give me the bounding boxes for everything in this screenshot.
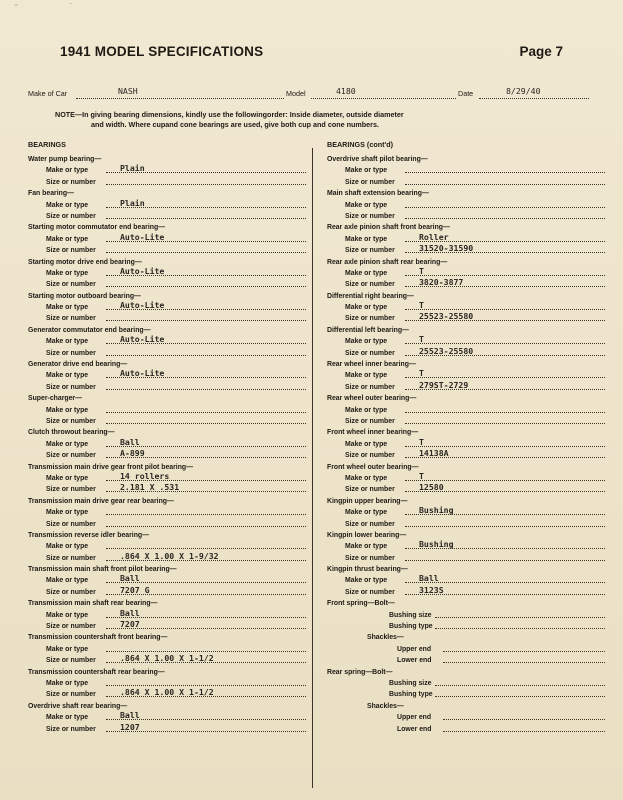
field-value: 14138A [419, 448, 449, 459]
field-label: Make or type [345, 269, 388, 277]
field-dotted-line [443, 651, 605, 652]
field-dotted-line [106, 320, 306, 321]
field-row [28, 450, 308, 461]
field-value: Ball [419, 573, 439, 584]
field-dotted-line [405, 377, 605, 378]
field-label: Size or number [46, 520, 96, 528]
scan-speck: ⁻ [14, 2, 19, 11]
field-row [327, 678, 607, 689]
field-dotted-line [106, 412, 306, 413]
field-label: Bushing type [389, 623, 433, 631]
group-heading: Front spring—Bolt— [327, 600, 395, 608]
field-dotted-line [435, 696, 605, 697]
field-value: 25523-25580 [419, 345, 474, 356]
field-label: Make or type [345, 440, 388, 448]
field-label: Make or type [46, 372, 89, 380]
field-row [327, 245, 607, 256]
field-label: Size or number [46, 657, 96, 665]
field-row [327, 621, 607, 632]
field-row [28, 519, 308, 530]
field-row [327, 450, 607, 461]
field-row [28, 416, 308, 427]
field-row [327, 519, 607, 530]
section-heading-bearings-contd: BEARINGS (cont'd) [327, 140, 393, 149]
field-row [327, 724, 607, 735]
field-dotted-line [405, 480, 605, 481]
field-label: Lower end [397, 725, 432, 733]
field-row [28, 211, 308, 222]
field-label: Make or type [46, 304, 89, 312]
field-label: Make or type [345, 167, 388, 175]
field-row [327, 584, 607, 598]
note-line-1: NOTE—In giving bearing dimensions, kindly use the followingorder: Inside diameter, outside diameter [55, 110, 404, 119]
group-heading: Front wheel inner bearing— [327, 429, 419, 437]
field-dotted-line [106, 548, 306, 549]
group-heading: Rear spring—Bolt— [327, 668, 393, 676]
field-label: Size or number [46, 281, 96, 289]
field-value: Auto-Lite [120, 368, 165, 379]
field-label: Make or type [46, 543, 89, 551]
field-row [327, 211, 607, 222]
field-label: Size or number [46, 725, 96, 733]
field-label: Size or number [345, 417, 395, 425]
note-line-2: and width. Where cupand cone bearings are used, give both cup and cone numbers. [91, 120, 379, 129]
field-label: Make or type [46, 679, 89, 687]
field-label: Make or type [46, 474, 89, 482]
field-label: Make or type [345, 406, 388, 414]
field-row [28, 655, 308, 666]
field-label: Size or number [345, 349, 395, 357]
field-dotted-line [405, 560, 605, 561]
field-dotted-line [106, 252, 306, 253]
field-value: Ball [120, 573, 140, 584]
field-label: Size or number [345, 554, 395, 562]
field-value: T [419, 265, 424, 276]
group-heading: Rear axle pinion shaft rear bearing— [327, 258, 448, 266]
field-row [28, 279, 308, 290]
field-value: Ball [120, 436, 140, 447]
field-label: Size or number [46, 588, 96, 596]
field-label: Size or number [46, 486, 96, 494]
field-value: Auto-Lite [120, 265, 165, 276]
field-row [327, 379, 607, 393]
field-label: Make or type [46, 406, 89, 414]
field-row [28, 405, 308, 416]
field-row [28, 313, 308, 324]
field-row [28, 348, 308, 359]
date-value: 8/29/40 [506, 86, 541, 96]
field-row [28, 197, 308, 211]
field-dotted-line [106, 355, 306, 356]
field-dotted-line [405, 309, 605, 310]
field-dotted-line [106, 526, 306, 527]
group-heading: Generator drive end bearing— [28, 361, 128, 369]
field-row [327, 655, 607, 666]
field-label: Size or number [46, 349, 96, 357]
field-row [327, 610, 607, 621]
field-row [28, 621, 308, 632]
field-value: 12580 [419, 482, 444, 493]
field-label: Make or type [345, 372, 388, 380]
scan-speck: ˙ [70, 2, 73, 11]
field-value: Ball [120, 710, 140, 721]
field-row [327, 575, 607, 586]
field-label: Make or type [345, 235, 388, 243]
group-heading: Water pump bearing— [28, 156, 102, 163]
group-heading: Main shaft extension bearing— [327, 190, 429, 198]
field-row [327, 553, 607, 564]
group-heading: Starting motor commutator end bearing— [28, 224, 166, 232]
field-label: Make or type [46, 645, 89, 653]
field-dotted-line [405, 172, 605, 173]
field-row [327, 484, 607, 495]
field-row [28, 245, 308, 256]
field-dotted-line [106, 286, 306, 287]
model-label: Model [286, 89, 306, 98]
field-value: .864 X 1.00 X 1-1/2 [120, 687, 214, 698]
field-label: Make or type [345, 338, 388, 346]
field-value: 14 rollers [120, 470, 170, 481]
field-label: Size or number [46, 452, 96, 460]
field-dotted-line [106, 218, 306, 219]
field-dotted-line [435, 617, 605, 618]
group-heading: Transmission main drive gear rear bearing— [28, 497, 174, 505]
group-heading: Front wheel outer bearing— [327, 463, 419, 471]
make-field-line [76, 92, 284, 99]
field-label: Size or number [345, 383, 395, 391]
field-row [327, 416, 607, 427]
field-value: Auto-Lite [120, 300, 165, 311]
group-heading: Transmission main shaft front pilot bearing— [28, 566, 177, 574]
field-label: Make or type [345, 304, 388, 312]
field-label: Upper end [397, 645, 432, 653]
field-row [327, 345, 607, 359]
field-label: Make or type [345, 201, 388, 209]
field-value: 31520-31590 [419, 243, 474, 254]
page-title: 1941 MODEL SPECIFICATIONS [60, 44, 264, 59]
field-value: Roller [419, 231, 449, 242]
field-row [28, 436, 308, 450]
field-value: .864 X 1.00 X 1-9/32 [120, 550, 219, 561]
field-row [327, 177, 607, 188]
model-field-line [311, 92, 456, 99]
field-label: Size or number [345, 315, 395, 323]
field-row [28, 721, 308, 735]
group-heading: Kingpin upper bearing— [327, 497, 408, 505]
field-row [327, 279, 607, 290]
field-value: 7207 [120, 619, 140, 630]
field-label: Size or number [345, 520, 395, 528]
group-heading: Super-charger— [28, 395, 82, 403]
group-heading: Rear wheel inner bearing— [327, 361, 416, 369]
field-row [327, 436, 607, 450]
field-row [327, 313, 607, 324]
field-value: Auto-Lite [120, 334, 165, 345]
right-column [327, 140, 607, 735]
group-heading: Generator commutator end bearing— [28, 326, 151, 334]
field-dotted-line [106, 514, 306, 515]
left-field-list [28, 154, 308, 735]
field-row [28, 165, 308, 176]
field-label: Size or number [345, 588, 395, 596]
field-dotted-line [405, 526, 605, 527]
field-label: Make or type [46, 235, 89, 243]
field-label: Size or number [46, 178, 96, 186]
field-value: Plain [120, 163, 145, 174]
group-heading: Starting motor drive end bearing— [28, 258, 142, 266]
group-heading: Transmission countershaft front bearing— [28, 634, 168, 642]
column-divider [312, 148, 313, 788]
field-value: T [419, 470, 424, 481]
field-row [327, 165, 607, 176]
field-label: Size or number [46, 691, 96, 699]
field-label: Upper end [397, 714, 432, 722]
field-label: Size or number [46, 623, 96, 631]
page-number: Page 7 [519, 44, 563, 59]
field-label: Make or type [46, 509, 89, 517]
field-label: Size or number [46, 212, 96, 220]
field-row [28, 382, 308, 393]
group-heading: Transmission main drive gear front pilot bearing— [28, 463, 194, 471]
field-label: Size or number [46, 247, 96, 255]
field-dotted-line [405, 412, 605, 413]
left-column [28, 140, 308, 735]
field-row [28, 507, 308, 518]
field-value: 3820-3877 [419, 277, 464, 288]
group-heading: Rear axle pinion shaft front bearing— [327, 224, 450, 232]
field-dotted-line [405, 275, 605, 276]
field-value: T [419, 334, 424, 345]
field-label: Size or number [345, 452, 395, 460]
field-value: Auto-Lite [120, 231, 165, 242]
group-heading: Kingpin lower bearing— [327, 531, 407, 539]
field-dotted-line [106, 389, 306, 390]
field-label: Size or number [345, 486, 395, 494]
field-row [327, 405, 607, 416]
field-dotted-line [435, 685, 605, 686]
field-value: 3123S [419, 584, 444, 595]
group-heading: Differential left bearing— [327, 326, 409, 334]
field-row [327, 689, 607, 700]
field-row [327, 712, 607, 723]
field-row [28, 370, 308, 381]
group-heading: Kingpin thrust bearing— [327, 566, 408, 574]
field-row [28, 689, 308, 700]
field-value: A-899 [120, 448, 145, 459]
field-dotted-line [405, 218, 605, 219]
field-dotted-line [405, 446, 605, 447]
field-value: T [419, 368, 424, 379]
field-label: Make or type [46, 167, 89, 175]
field-label: Make or type [345, 474, 388, 482]
field-row [28, 584, 308, 598]
section-heading-bearings: BEARINGS [28, 140, 66, 149]
field-value: 2.181 X .531 [120, 482, 180, 493]
field-label: Make or type [345, 577, 388, 585]
field-dotted-line [405, 184, 605, 185]
group-heading: Starting motor outboard bearing— [28, 292, 141, 300]
field-row [28, 336, 308, 347]
field-label: Size or number [345, 247, 395, 255]
date-label: Date [458, 89, 474, 98]
right-field-list [327, 154, 607, 735]
field-row [327, 541, 607, 552]
field-label: Make or type [46, 611, 89, 619]
field-row [327, 644, 607, 655]
field-label: Size or number [345, 281, 395, 289]
field-row [327, 265, 607, 279]
field-label: Size or number [46, 383, 96, 391]
field-row [327, 200, 607, 211]
group-heading: Shackles— [367, 702, 404, 710]
field-dotted-line [106, 651, 306, 652]
field-dotted-line [405, 343, 605, 344]
field-value: Plain [120, 197, 145, 208]
field-label: Make or type [46, 338, 89, 346]
field-row [28, 302, 308, 313]
field-value: 279ST-2729 [419, 379, 469, 390]
group-heading: Clutch throwout bearing— [28, 429, 115, 437]
field-label: Size or number [46, 315, 96, 323]
group-heading: Overdrive shaft rear bearing— [28, 702, 128, 710]
field-label: Make or type [345, 543, 388, 551]
field-label: Size or number [46, 554, 96, 562]
field-row [28, 607, 308, 621]
group-heading: Overdrive shaft pilot bearing— [327, 156, 428, 163]
field-row [28, 575, 308, 586]
group-heading: Transmission reverse idler bearing— [28, 531, 150, 539]
field-dotted-line [405, 207, 605, 208]
field-label: Make or type [46, 201, 89, 209]
field-label: Make or type [46, 577, 89, 585]
group-heading: Rear wheel outer bearing— [327, 395, 417, 403]
field-label: Make or type [345, 509, 388, 517]
field-row [28, 550, 308, 564]
field-row [327, 507, 607, 518]
field-row [28, 712, 308, 723]
instruction-note [55, 110, 575, 130]
field-label: Lower end [397, 657, 432, 665]
field-dotted-line [106, 685, 306, 686]
field-label: Size or number [345, 178, 395, 186]
field-label: Bushing size [389, 679, 432, 687]
field-label: Make or type [46, 714, 89, 722]
field-value: 1207 [120, 721, 140, 732]
group-heading: Fan bearing— [28, 190, 74, 198]
field-value: Bushing [419, 539, 454, 550]
field-value: 7207 G [120, 584, 150, 595]
field-dotted-line [443, 731, 605, 732]
make-value: NASH [118, 86, 138, 96]
group-heading: Transmission countershaft rear bearing— [28, 668, 165, 676]
field-dotted-line [106, 184, 306, 185]
field-label: Size or number [345, 212, 395, 220]
field-value: Ball [120, 607, 140, 618]
field-row [327, 470, 607, 484]
make-label: Make of Car [28, 89, 68, 98]
field-value: T [419, 300, 424, 311]
field-value: Bushing [419, 505, 454, 516]
field-dotted-line [435, 628, 605, 629]
model-value: 4180 [336, 86, 356, 96]
field-label: Make or type [46, 440, 89, 448]
field-value: 25523-25580 [419, 311, 474, 322]
field-dotted-line [443, 662, 605, 663]
group-heading: Differential right bearing— [327, 292, 414, 300]
field-row [28, 177, 308, 188]
field-row [28, 484, 308, 495]
group-heading: Transmission main shaft rear bearing— [28, 600, 158, 608]
field-label: Bushing size [389, 611, 432, 619]
field-label: Make or type [46, 269, 89, 277]
field-value: .864 X 1.00 X 1-1/2 [120, 653, 214, 664]
field-label: Size or number [46, 417, 96, 425]
field-label: Bushing type [389, 691, 433, 699]
field-row [28, 231, 308, 245]
field-dotted-line [405, 423, 605, 424]
field-dotted-line [106, 423, 306, 424]
field-row [28, 265, 308, 279]
field-value: T [419, 436, 424, 447]
field-dotted-line [443, 719, 605, 720]
group-heading: Shackles— [367, 634, 404, 642]
